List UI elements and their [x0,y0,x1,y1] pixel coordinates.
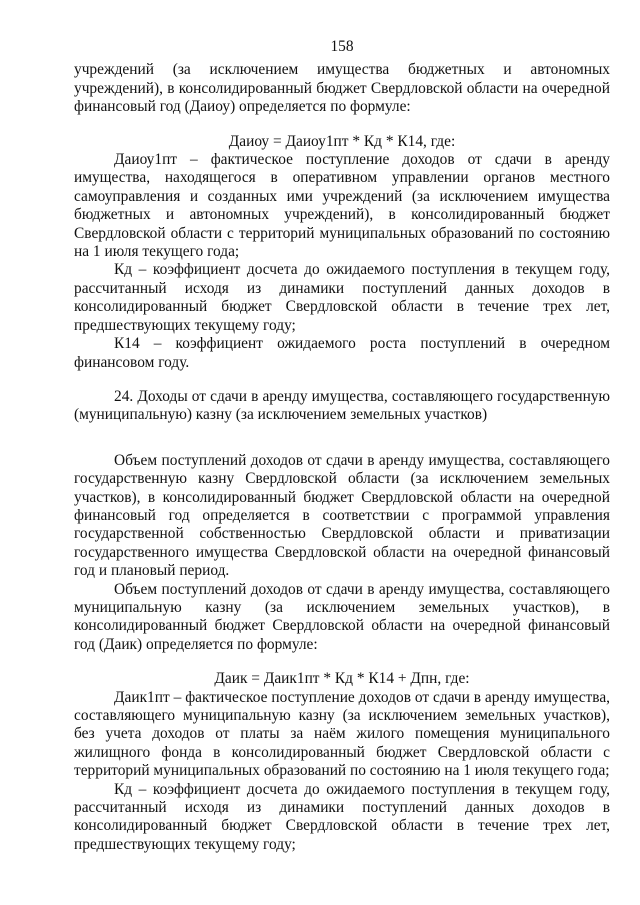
page-number: 158 [330,38,354,55]
paragraph-municipal-treasury: Объем поступлений доходов от сдачи в аренду имущества, составляющего муниципальную казну (за исключением земельных участков), в консолидированный бюджет Свердловской области на очередной финансовый год (Даик) определяется по формуле: [74,580,610,653]
formula-daik: Даик = Даик1пт * Кд * К14 + Дпн, где: [214,670,470,688]
paragraph-daik1pt-definition: Даик1пт – фактическое поступление доходов от сдачи в аренду имущества, составляющего муниципальную казну (за исключением земельных участков), без учета доходов от платы за наём жилого помещения муниципального жилищного фонда в консолидированный бюджет Свердловской области с территорий муниципальных образований по состоянию на 1 июля текущего года; [74,688,610,780]
paragraph-continuation: учреждений (за исключением имущества бюджетных и автономных учреждений), в консолидированный бюджет Свердловской области на очередной финансовый год (Даиоу) определяется по формуле: [74,61,610,116]
paragraph-kd-definition-2: Кд – коэффициент досчета до ожидаемого поступления в текущем году, рассчитанный исходя из динамики поступлений данных доходов в консолидированный бюджет Свердловской области в течение трех лет, предшествующих текущему году; [74,780,610,853]
paragraph-state-treasury: Объем поступлений доходов от сдачи в аренду имущества, составляющего государственную казну Свердловской области (за исключением земельных участков), в консолидированный бюджет Свердловской области на очередной финансовый год определяется в соответствии с программой управления государственной собственностью Свердловской области и приватизации государственного имущества Свердловской области на очередной финансовый год и плановый период. [74,451,610,580]
formula-daiou: Даиоу = Даиоу1пт * Кд * К14, где: [228,132,456,150]
paragraph-daiou1pt-definition: Даиоу1пт – фактическое поступление доходов от сдачи в аренду имущества, находящегося в оперативном управлении органов местного самоуправления и созданных ими учреждений (за исключением имущества бюджетных и автономных учреждений), в консолидированный бюджет Свердловской области с территорий муниципальных образований по состоянию на 1 июля текущего года; [74,151,610,261]
document-page [74,38,610,854]
paragraph-kd-definition: Кд – коэффициент досчета до ожидаемого поступления в текущем году, рассчитанный исходя из динамики поступлений данных доходов в консолидированный бюджет Свердловской области в течение трех лет, предшествующих текущему году; [74,261,610,334]
section-heading-24: 24. Доходы от сдачи в аренду имущества, составляющего государственную (муниципальную) казну (за исключением земельных участков) [74,387,610,424]
paragraph-k14-definition: К14 – коэффициент ожидаемого роста поступлений в очередном финансовом году. [74,335,610,371]
